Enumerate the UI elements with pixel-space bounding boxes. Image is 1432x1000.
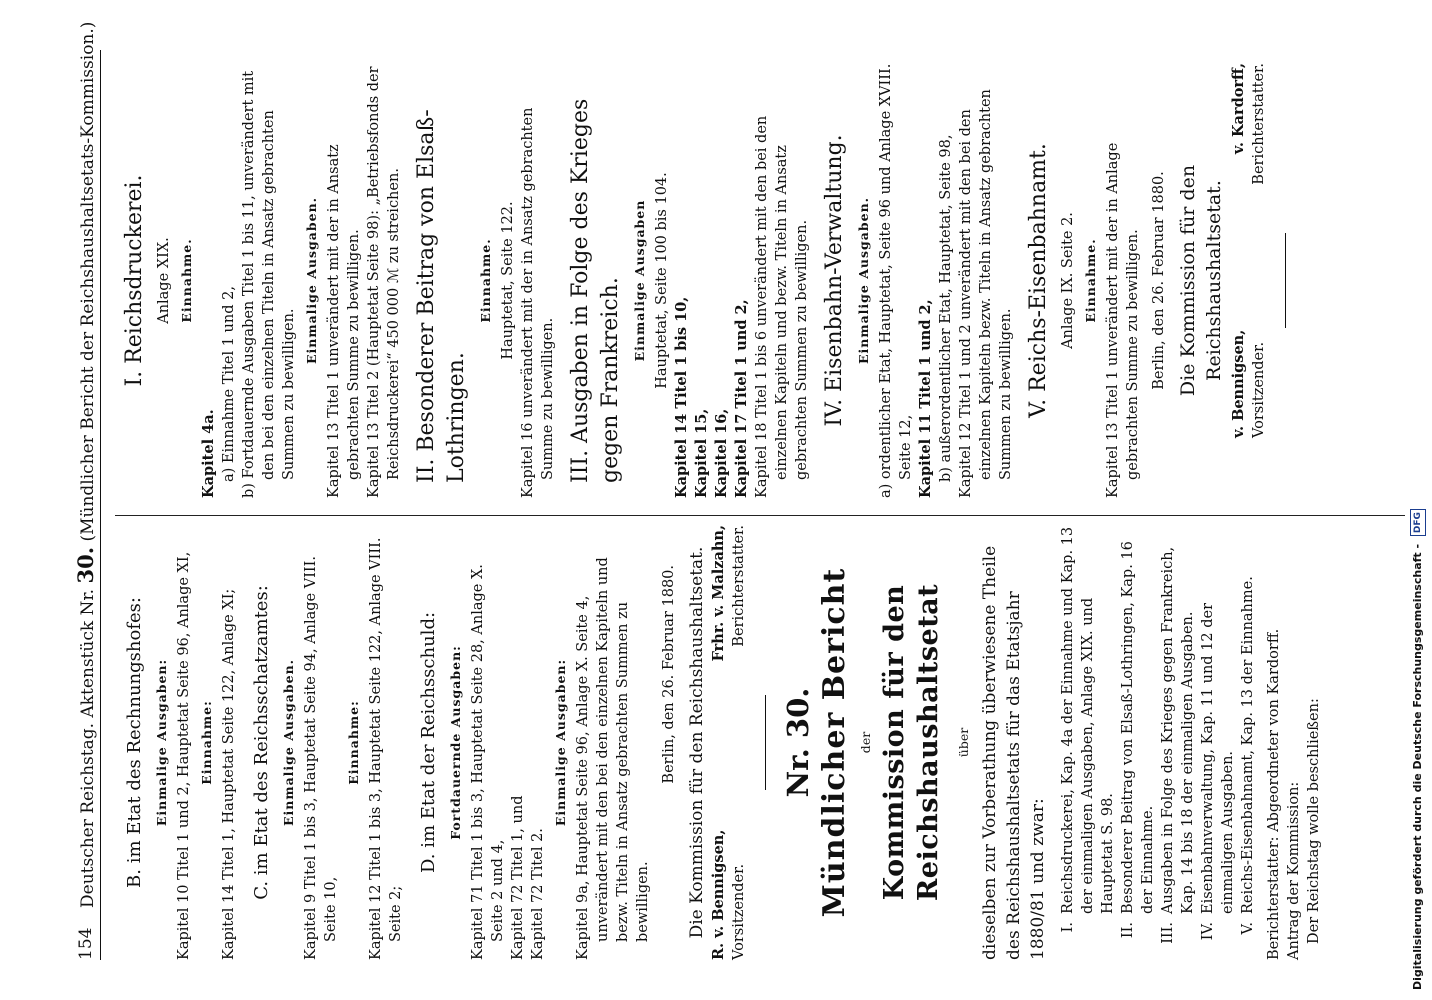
section-i-item-b: b) Fortdauernde Ausgaben Titel 1 bis 11, unverändert mit den bei den einzelnen Titeln in Ansatz gebrachten Summen zu bewilligen. [241, 70, 297, 498]
section-i-kapitel: Kapitel 4a. [200, 409, 217, 498]
section-c-line: Kapitel 9 Titel 1 bis 3, Hauptetat Seite 94, Anlage VIII. Seite 10, [303, 556, 339, 960]
commission-title: Kommission für den Reichshaushaltsetat [879, 583, 944, 902]
section-ii-heading: II. Besonderer Beitrag von Elsaß-Lothringen. [414, 109, 469, 483]
page-header [72, 21, 101, 960]
signature-left-name: v. Bennigsen, [1230, 329, 1247, 438]
signature-left [709, 751, 749, 960]
section-ii-einnahme: Einnahme. [478, 238, 493, 323]
section-i-subheading: Einmalige Ausgaben. [304, 196, 319, 365]
section-iv-line: Kapitel 11 Titel 1 und 2, [917, 299, 934, 498]
section-d-subheading-2: Einmalige Ausgaben: [553, 658, 568, 827]
right-column [112, 63, 1300, 498]
section-iv-subheading: Einmalige Ausgaben. [856, 196, 871, 365]
digitization-note [1410, 10, 1426, 990]
title-der: der [858, 731, 873, 754]
running-title-suffix: (Mündlicher Bericht der Reichshaushaltsetats-Kommission.) [78, 21, 98, 542]
section-iv-heading: IV. Eisenbahn-Verwaltung. [822, 134, 847, 427]
section-d-line: Kapitel 9a, Hauptetat Seite 96, Anlage X. Seite 4, unverändert mit den bei den einzelnen Kapiteln und bezw. Titeln in Ansatz gebrachten Summen zu bewilligen. [575, 557, 651, 960]
signature-left-name: R. v. Bennigsen, [710, 829, 727, 960]
section-i-line: Kapitel 13 Titel 1 unverändert mit der in Ansatz gebrachten Summe zu bewilligen. [326, 144, 362, 498]
document-title: Mündlicher Bericht [817, 567, 852, 918]
section-iii-line: Kapitel 14 Titel 1 bis 10, [673, 296, 690, 498]
signature-block [709, 525, 749, 960]
signature-block [1229, 63, 1269, 498]
signature-left-role: Vorsitzender. [731, 863, 747, 960]
section-iii-subheading: Einmalige Ausgaben [632, 199, 647, 362]
signature-right [709, 525, 749, 734]
topic-item [1058, 525, 1118, 960]
topic-item [1118, 525, 1158, 960]
section-iii-line: Kapitel 17 Titel 1 und 2, [733, 299, 750, 498]
section-i-item-a: a) Einnahme Titel 1 und 2, [221, 286, 237, 482]
running-title [74, 22, 100, 908]
section-i-anlage: Anlage XIX. [156, 237, 172, 324]
document-number: Nr. 30. [781, 687, 815, 798]
signature-right-name: v. Kardorff, [1230, 63, 1247, 155]
separator-rule [765, 695, 766, 790]
section-b-subheading: Einmalige Ausgaben: [154, 658, 169, 827]
section-d-subheading: Fortdauernde Ausgaben: [448, 645, 463, 840]
topic-number: IV. [1200, 922, 1216, 941]
topic-text: Eisenbahnverwaltung, Kap. 11 und 12 der einmaligen Ausgaben. [1200, 602, 1236, 914]
section-d-line: Kapitel 71 Titel 1 bis 3, Hauptetat Seite 28, Anlage X. Seite 2 und 4, [470, 564, 506, 960]
topic-text: Besonderer Beitrag von Elsaß-Lothringen, Kap. 16 der Einnahme. [1120, 541, 1156, 914]
section-d-line: Kapitel 72 Titel 1, und [510, 795, 526, 960]
section-b-line: Kapitel 14 Titel 1, Hauptetat Seite 122, Anlage XI; [221, 588, 237, 960]
signature-right-name: Frhr. v. Malzahn, [710, 525, 727, 662]
antrag-line: Antrag der Kommission: [1286, 781, 1302, 960]
section-iii-hauptetat: Hauptetat, Seite 100 bis 104. [654, 172, 670, 389]
intro-text: dieselben zur Vorberathung überwiesene Theile des Reichshaushaltsetats für das Etatsjahr 1880/81 und zwar: [980, 545, 1048, 960]
section-c-line: Kapitel 12 Titel 1 bis 3, Hauptetat Seite 122, Anlage VIII. Seite 2; [368, 537, 404, 960]
running-title-number: 30. [73, 546, 98, 584]
section-iv-line: Kapitel 12 Titel 1 und 2 unverändert mit den bei den einzelnen Kapiteln bezw. Titeln in Ansatz gebrachten Summen zu bewilligen. [958, 89, 1014, 498]
topic-text: Reichs-Eisenbahnamt, Kap. 13 der Einnahme. [1240, 576, 1256, 914]
signature-right-role: Berichterstatter. [1251, 63, 1267, 185]
signature-left [1229, 251, 1269, 499]
section-v-heading: V. Reichs-Eisenbahnamt. [1026, 143, 1051, 418]
section-c-subheading: Einmalige Ausgaben. [281, 658, 296, 827]
left-column [112, 525, 1324, 960]
section-iii-line: Kapitel 15, [693, 408, 710, 498]
separator-rule [1285, 233, 1286, 328]
section-d-line: Kapitel 72 Titel 2. [530, 828, 546, 960]
topic-text: Reichsdruckerei, Kap. 4a der Einnahme und Kap. 13 der einmaligen Ausgaben, Anlage XIX. und Hauptetat S. 98. [1060, 526, 1116, 914]
topic-item [1158, 525, 1198, 960]
date-line: Berlin, den 26. Februar 1880. [661, 565, 677, 784]
topic-number: I. [1060, 922, 1076, 933]
section-v-anlage: Anlage IX. Seite 2. [1060, 212, 1076, 349]
digitization-text: Digitalisierung gefördert durch die Deutsche Forschungsgemeinschaft - [1411, 543, 1424, 990]
section-b-line: Kapitel 10 Titel 1 und 2, Hauptetat Seite 96, Anlage XI, [176, 551, 192, 960]
signature-left-role: Vorsitzender. [1251, 341, 1267, 438]
topic-item [1238, 525, 1258, 960]
section-ii-hauptetat: Hauptetat, Seite 122. [500, 201, 516, 360]
section-iii-heading: III. Ausgaben in Folge des Krieges gegen Frankreich. [568, 98, 623, 483]
section-i-heading: I. Reichsdruckerei. [122, 174, 147, 387]
column-divider [115, 515, 1405, 516]
date-line: Berlin, den 26. Februar 1880. [1151, 171, 1167, 390]
signature-right [1229, 63, 1269, 251]
section-v-einnahme: Einnahme. [1083, 238, 1098, 323]
section-i-einnahme: Einnahme. [179, 238, 194, 323]
section-b-heading: B. im Etat des Rechnungshofes: [124, 597, 145, 888]
section-b-einnahme: Einnahme: [199, 700, 214, 785]
section-iv-item-a: a) ordentlicher Etat, Hauptetat, Seite 96 und Anlage XVIII. Seite 12, [878, 63, 914, 498]
topic-item [1198, 525, 1238, 960]
section-iii-line: Kapitel 18 Titel 1 bis 6 unverändert mit den bei den einzelnen Kapiteln und bezw. Titeln in Ansatz gebrachten Summen zu bewilligen. [754, 115, 810, 498]
running-title-prefix: Deutscher Reichstag. Aktenstück Nr. [78, 588, 98, 908]
section-c-heading: C. im Etat des Reichsschatzamtes: [251, 585, 272, 900]
commission-line: Die Kommission für den Reichshaushaltsetat. [687, 546, 707, 939]
topic-text: Ausgaben in Folge des Krieges gegen Frankreich, Kap. 14 bis 18 der einmaligen Ausgaben. [1160, 546, 1196, 914]
title-ueber: über [956, 727, 971, 758]
commission-line: Die Kommission für den Reichshaushaltsetat. [1177, 164, 1225, 397]
section-c-einnahme: Einnahme: [346, 700, 361, 785]
beschluss-line: Der Reichstag wolle beschließen: [1306, 698, 1322, 944]
section-i-line: Kapitel 13 Titel 2 (Hauptetat Seite 98): „Betriebsfonds der Reichsdruckerei“ 450 000 ℳ zu streichen. [366, 66, 402, 498]
topic-number: III. [1160, 922, 1176, 944]
page-number: 154 [76, 927, 96, 960]
section-iii-line: Kapitel 16, [713, 408, 730, 498]
section-iv-item-b: b) außerordentlicher Etat, Hauptetat, Seite 98, [938, 134, 954, 482]
berichterstatter-line: Berichterstatter: Abgeordneter von Kardorff. [1266, 628, 1282, 960]
signature-right-role: Berichterstatter. [731, 525, 747, 647]
topic-list [1058, 525, 1258, 960]
section-ii-line: Kapitel 16 unverändert mit der in Ansatz gebrachten Summe zu bewilligen. [520, 107, 556, 498]
dfg-logo-icon: DFG [1410, 509, 1426, 536]
section-d-heading: D. im Etat der Reichsschuld: [418, 611, 439, 874]
section-v-line: Kapitel 13 Titel 1 unverändert mit der in Anlage gebrachten Summe zu bewilligen. [1105, 142, 1141, 498]
topic-number: II. [1120, 922, 1136, 939]
topic-number: V. [1240, 922, 1256, 935]
